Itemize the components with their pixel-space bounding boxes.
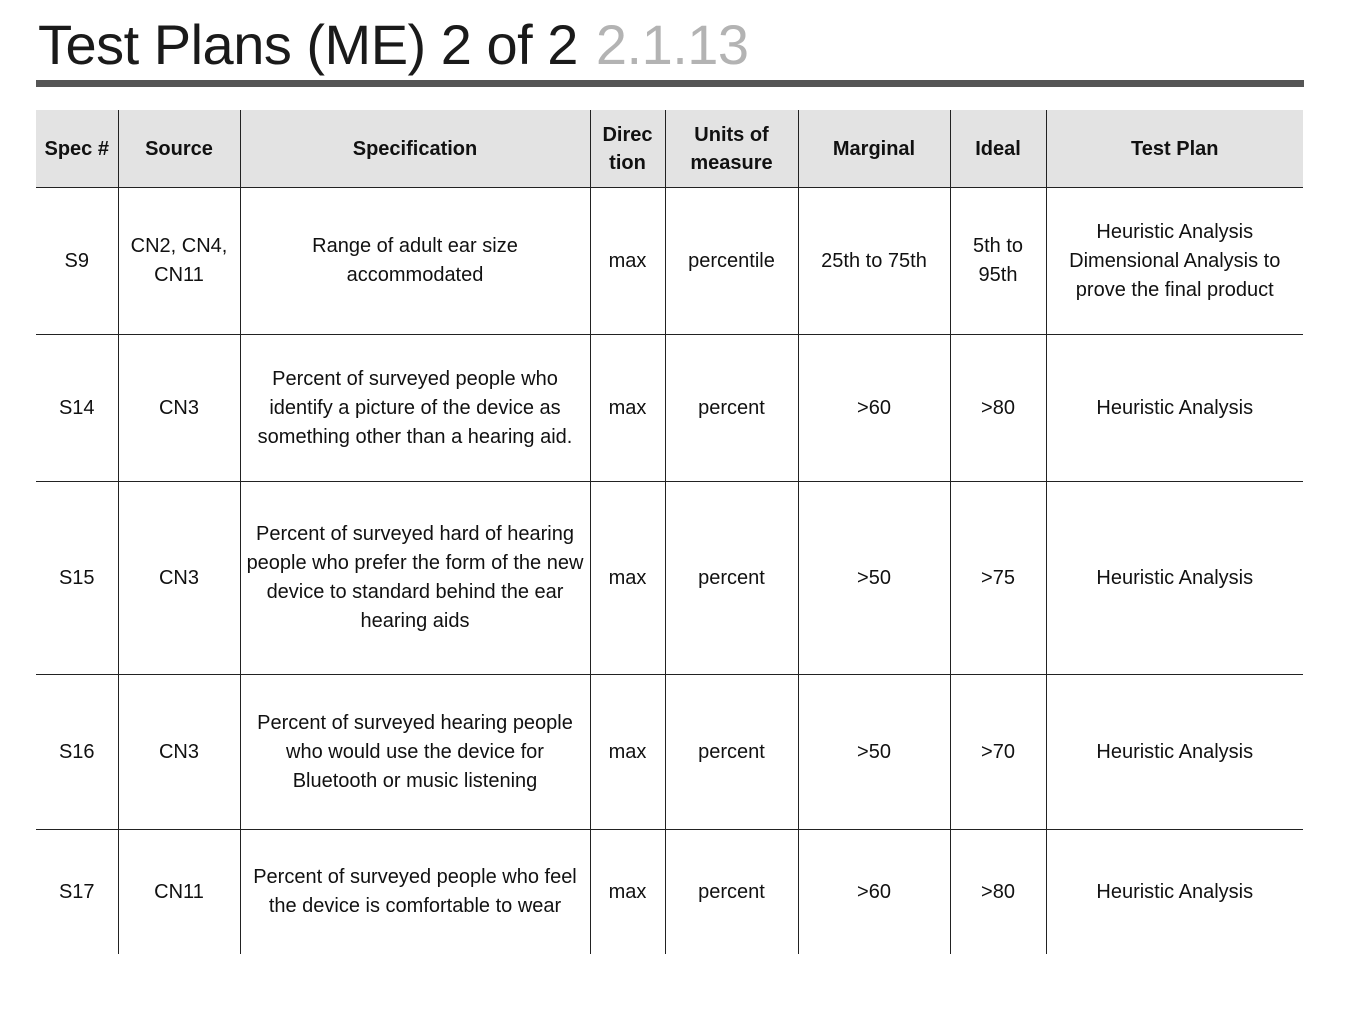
cell-spec-number: S15 — [36, 482, 118, 675]
title-version: 2.1.13 — [595, 13, 749, 76]
cell-test-plan: Heuristic Analysis — [1046, 335, 1303, 482]
test-plan-table — [36, 110, 1303, 954]
cell-ideal: >75 — [950, 482, 1046, 675]
header-source: Source — [118, 110, 240, 188]
title-main: Test Plans (ME) 2 of 2 — [38, 13, 578, 76]
table-row — [36, 188, 1303, 335]
cell-direction: max — [590, 335, 665, 482]
cell-source: CN3 — [118, 675, 240, 830]
cell-specification: Range of adult ear size accommodated — [240, 188, 590, 335]
cell-source: CN3 — [118, 335, 240, 482]
cell-marginal: >50 — [798, 675, 950, 830]
cell-spec-number: S16 — [36, 675, 118, 830]
cell-spec-number: S14 — [36, 335, 118, 482]
cell-specification: Percent of surveyed people who feel the device is comfortable to wear — [240, 830, 590, 955]
table-row — [36, 335, 1303, 482]
header-ideal: Ideal — [950, 110, 1046, 188]
header-units: Units of measure — [665, 110, 798, 188]
cell-spec-number: S17 — [58, 880, 95, 903]
cell-specification: Percent of surveyed hard of hearing people who prefer the form of the new device to standard behind the ear hearing aids — [240, 482, 590, 675]
header-spec-number: Spec # — [36, 110, 118, 188]
cell-direction: max — [590, 830, 665, 955]
table-row — [36, 830, 1303, 955]
cell-ideal: 5th to 95th — [950, 188, 1046, 335]
cell-units: percent — [665, 675, 798, 830]
cell-direction: max — [590, 482, 665, 675]
cell-units: percent — [665, 482, 798, 675]
cell-specification: Percent of surveyed hearing people who would use the device for Bluetooth or music listening — [240, 675, 590, 830]
cell-units: percentile — [665, 188, 798, 335]
cell-marginal: >60 — [798, 335, 950, 482]
title-underline — [36, 80, 1304, 87]
cell-source: CN3 — [118, 482, 240, 675]
cell-direction: max — [590, 675, 665, 830]
cell-source: CN11 — [118, 830, 240, 955]
cell-marginal: 25th to 75th — [798, 188, 950, 335]
cell-direction: max — [590, 188, 665, 335]
table-row — [36, 482, 1303, 675]
cell-source: CN2, CN4, CN11 — [118, 188, 240, 335]
cell-specification: Percent of surveyed people who identify a picture of the device as something other than a hearing aid. — [240, 335, 590, 482]
cell-test-plan: Heuristic Analysis — [1046, 830, 1303, 955]
cell-ideal: >80 — [950, 830, 1046, 955]
table-header-row — [36, 110, 1303, 188]
header-test-plan: Test Plan — [1046, 110, 1303, 188]
cell-units: percent — [665, 830, 798, 955]
cell-marginal: >60 — [798, 830, 950, 955]
cell-spec-number: S9 — [36, 188, 118, 335]
cell-test-plan: Heuristic Analysis Dimensional Analysis to prove the final product — [1046, 188, 1303, 335]
cell-ideal: >70 — [950, 675, 1046, 830]
cell-ideal: >80 — [950, 335, 1046, 482]
header-marginal: Marginal — [798, 110, 950, 188]
header-direction: Direc tion — [590, 110, 665, 188]
header-specification: Specification — [240, 110, 590, 188]
cell-units: percent — [665, 335, 798, 482]
cell-test-plan: Heuristic Analysis — [1046, 675, 1303, 830]
slide-title — [38, 10, 749, 80]
cell-test-plan: Heuristic Analysis — [1046, 482, 1303, 675]
cell-marginal: >50 — [798, 482, 950, 675]
table-row — [36, 675, 1303, 830]
